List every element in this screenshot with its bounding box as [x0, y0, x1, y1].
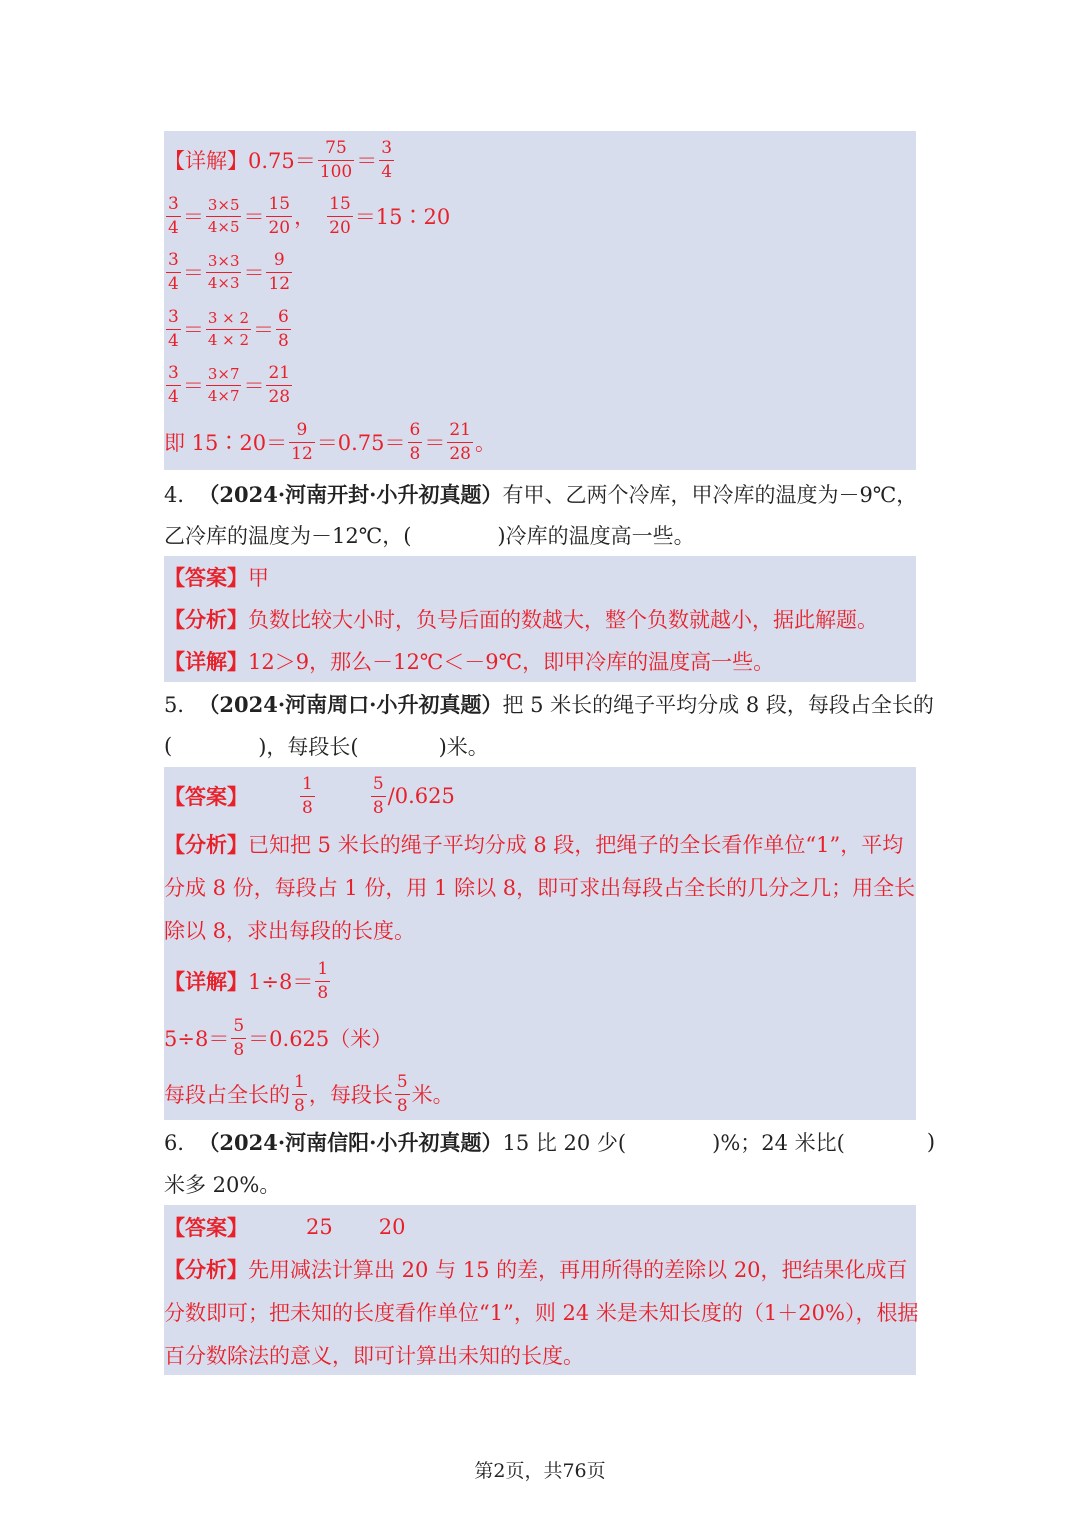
question-number: 5． [164, 693, 199, 717]
fraction: $\frac{5}{8}$ [233, 1015, 245, 1060]
question-source: （2024·河南周口·小升初真题） [198, 692, 503, 717]
answer-label: 【答案】 [164, 784, 248, 809]
analysis-line: 【分析】 负数比较大小时，负号后面的数越大，整个负数就越小，据此解题。 [164, 601, 878, 637]
fraction: $\frac{21}{28}$ [449, 419, 471, 464]
fraction: $\frac{9}{12}$ [291, 419, 313, 464]
question-source: （2024·河南开封·小升初真题） [198, 482, 503, 507]
fraction: $\frac{3\times 3}{4\times 3}$ [207, 251, 240, 292]
fraction: $\frac{15}{20}$ [329, 193, 351, 238]
question-number: 6． [164, 1131, 199, 1155]
analysis-label: 【分析】 [164, 607, 248, 632]
question-number: 4． [164, 483, 199, 507]
question-source: （2024·河南信阳·小升初真题） [198, 1130, 503, 1155]
detail-line-1: 【详解】 0.75＝ $\frac{75}{100}$ ＝ $\frac{3}{4}$ [164, 137, 393, 182]
fraction: $\frac{3\times 5}{4\times 5}$ [207, 195, 240, 236]
detail-label: 【详解】 [164, 149, 248, 173]
analysis-line: 【分析】 已知把 5 米长的绳子平均分成 8 段，把绳子的全长看作单位“1”，平均 [164, 826, 903, 862]
question-4-line-1: 4． （2024·河南开封·小升初真题） 有甲、乙两个冷库，甲冷库的温度为－9℃， [164, 476, 917, 512]
page-footer: 第2页，共76页 [474, 1460, 606, 1482]
analysis-label: 【分析】 [164, 1257, 248, 1282]
question-6-line-2: 米多 20%。 [164, 1173, 281, 1197]
analysis-line: 分数即可；把未知的长度看作单位“1”，则 24 米是未知长度的（1＋20%），根据 [164, 1301, 919, 1325]
analysis-line: 分成 8 份，每段占 1 份，用 1 除以 8，即可求出每段占全长的几分之几；用全长 [164, 876, 916, 900]
fraction: $\frac{5}{8}$ [372, 773, 384, 818]
detail-label: 【详解】 [164, 969, 248, 994]
answer-line [164, 1209, 405, 1245]
fraction: $\frac{6}{8}$ [278, 306, 289, 351]
fraction: $\frac{15}{20}$ [268, 193, 291, 238]
analysis-label: 【分析】 [164, 832, 248, 857]
detail-line: 【详解】 1÷8＝ $\frac{1}{8}$ [164, 958, 329, 1003]
answer-label: 【答案】 [164, 565, 248, 590]
analysis-line: 百分数除法的意义，即可计算出未知的长度。 [164, 1344, 584, 1368]
fraction: $\frac{1}{8}$ [317, 958, 329, 1003]
fraction: $\frac{3}{4}$ [168, 193, 179, 238]
answer-value: 25 [306, 1215, 333, 1239]
detail-line: 5÷8＝ $\frac{5}{8}$ ＝0.625（米） [164, 1015, 393, 1060]
answer-line [164, 559, 269, 595]
analysis-line: 除以 8，求出每段的长度。 [164, 919, 416, 943]
fraction: $\frac{3}{4}$ [168, 306, 179, 351]
question-5-line-1: 5． （2024·河南周口·小升初真题） 把 5 米长的绳子平均分成 8 段，每段占全长的 [164, 686, 934, 722]
fraction: $\frac{3 \times 2}{4 \times 2}$ [207, 308, 250, 349]
detail-line-6: 即 15∶20＝ $\frac{9}{12}$ ＝0.75＝ $\frac{6}{8}$ ＝ $\frac{21}{28}$ 。 [164, 419, 496, 464]
detail-line-4: $\frac{3}{4}$ ＝ $\frac{3 \times 2}{4 \times 2}$ ＝ $\frac{6}{8}$ [168, 306, 289, 351]
fraction: $\frac{75}{100}$ [319, 137, 353, 182]
fraction: $\frac{5}{8}$ [396, 1071, 408, 1116]
answer-value: 甲 [248, 566, 269, 590]
detail-line: 【详解】 12＞9，那么－12℃＜－9℃，即甲冷库的温度高一些。 [164, 643, 774, 679]
question-4-line-2: 乙冷库的温度为－12℃，( )冷库的温度高一些。 [164, 524, 695, 548]
detail-line: 每段占全长的 $\frac{1}{8}$ ，每段长 $\frac{5}{8}$ 米。 [164, 1071, 454, 1116]
answer-line: 【答案】 $\frac{1}{8}$ $\frac{5}{8}$ /0.625 [164, 773, 455, 818]
fraction: $\frac{21}{28}$ [268, 362, 291, 407]
fraction: $\frac{3\times 7}{4\times 7}$ [207, 364, 240, 405]
fraction: $\frac{3}{4}$ [381, 137, 393, 182]
fraction: $\frac{1}{8}$ [302, 773, 313, 818]
detail-line-3: $\frac{3}{4}$ ＝ $\frac{3\times 3}{4\times 3}$ ＝ $\frac{9}{12}$ [168, 249, 291, 294]
fraction: $\frac{1}{8}$ [294, 1071, 305, 1116]
question-6-line-1: 6． （2024·河南信阳·小升初真题） 15 比 20 少( )%；24 米比( ) [164, 1124, 935, 1160]
detail-line-2: $\frac{3}{4}$ ＝ $\frac{3\times 5}{4\times 5}$ ＝ $\frac{15}{20}$ ， $\frac{15}{20}$ ＝15∶20 [168, 193, 451, 238]
analysis-line: 【分析】 先用减法计算出 20 与 15 的差，再用所得的差除以 20，把结果化成百 [164, 1251, 908, 1287]
answer-value: 20 [378, 1215, 406, 1239]
detail-line-5: $\frac{3}{4}$ ＝ $\frac{3\times 7}{4\times 7}$ ＝ $\frac{21}{28}$ [168, 362, 291, 407]
fraction: $\frac{3}{4}$ [168, 249, 179, 294]
fraction: $\frac{9}{12}$ [268, 249, 291, 294]
question-5-line-2: ( )，每段长( )米。 [164, 734, 489, 759]
detail-label: 【详解】 [164, 649, 248, 674]
answer-label: 【答案】 [164, 1215, 248, 1240]
fraction: $\frac{3}{4}$ [168, 362, 179, 407]
fraction: $\frac{6}{8}$ [409, 419, 421, 464]
